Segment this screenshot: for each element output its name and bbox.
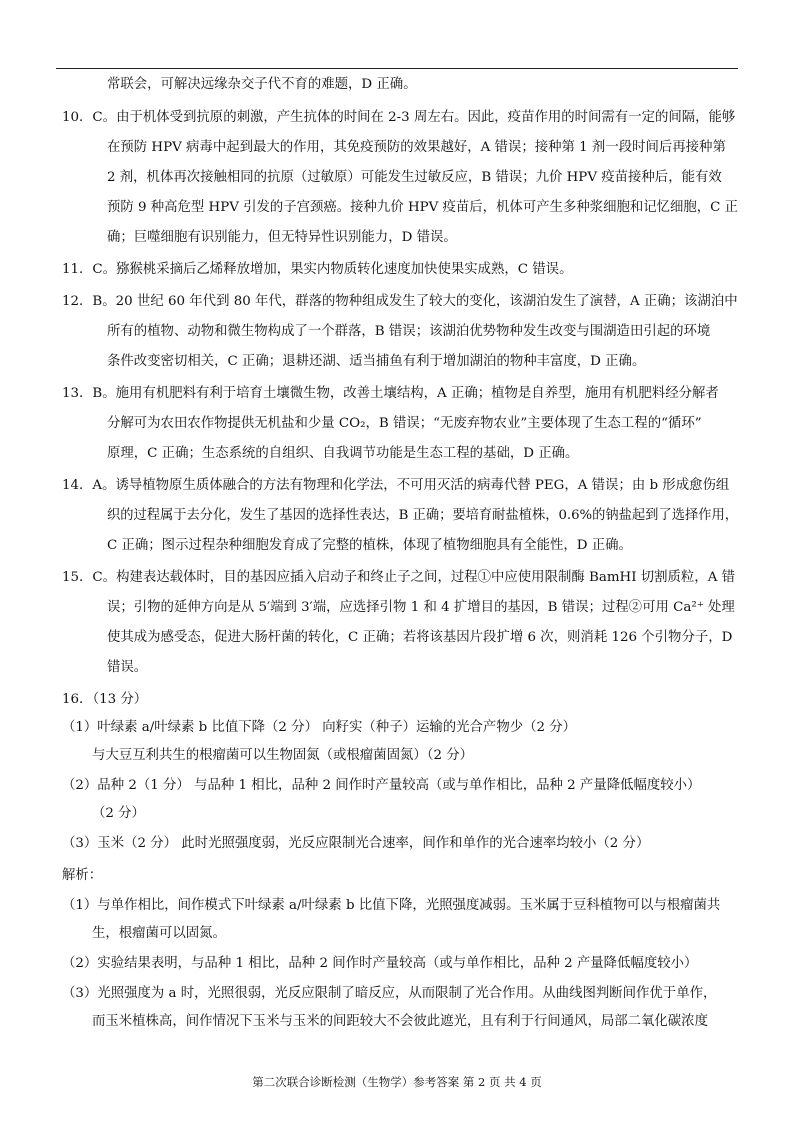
text-line: 2 剂，机体再次接触相同的抗原（过敏原）可能发生过敏反应，B 错误；九价 HPV 疫苗接种后，能有效 xyxy=(107,170,722,185)
text-line: 12．B。20 世纪 60 年代到 80 年代，群落的物种组成发生了较大的变化，该湖泊发生了演替，A 正确；该湖泊中 xyxy=(62,294,738,309)
text-line: （3）光照强度为 a 时，光照很弱，光反应限制了暗反应，从而限制了光合作用。从曲线图判断间作优于单作， xyxy=(62,986,717,1001)
text-line: 而玉米植株高，间作情况下玉米与玉米的间距较大不会彼此遮光，且有利于行间通风，局部二氧化碳浓度 xyxy=(92,1014,708,1029)
text-line: 所有的植物、动物和微生物构成了一个群落，B 错误；该湖泊优势物种发生改变与围湖造田引起的环境 xyxy=(107,324,711,339)
text-line: （3）玉米（2 分） 此时光照强度弱，光反应限制光合速率，间作和单作的光合速率均较小（2 分） xyxy=(62,836,650,851)
text-line: 条件改变密切相关，C 正确；退耕还湖、适当捕鱼有利于增加湖泊的物种丰富度，D 正确。 xyxy=(107,354,646,369)
text-line: 织的过程属于去分化，发生了基因的选择性表达，B 正确；要培育耐盐植株，0.6%的钠盐起到了选择作用， xyxy=(107,508,739,523)
text-line: 15．C。构建表达载体时，目的基因应插入启动子和终止子之间，过程①中应使用限制酶 BamHI 切割质粒，A 错 xyxy=(62,570,736,585)
text-line: 常联会，可解决远缘杂交子代不育的难题，D 正确。 xyxy=(107,77,417,92)
text-line: 11．C。猕猴桃采摘后乙烯释放增加，果实内物质转化速度加快使果实成熟，C 错误。 xyxy=(62,262,573,277)
text-line: 原理，C 正确；生态系统的自组织、自我调节功能是生态工程的基础，D 正确。 xyxy=(107,446,579,461)
text-line: 13．B。施用有机肥料有利于培育土壤微生物，改善土壤结构，A 正确；植物是自养型，施用有机肥料经分解者 xyxy=(62,386,719,401)
text-line: （2 分） xyxy=(92,806,145,821)
page-footer: 第二次联合诊断检测（生物学）参考答案 第 2 页 共 4 页 xyxy=(252,1075,542,1089)
text-line: 错误。 xyxy=(107,660,148,675)
text-line: 在预防 HPV 病毒中起到最大的作用，其免疫预防的效果越好，A 错误；接种第 1 剂一段时间后再接种第 xyxy=(107,140,726,155)
text-line: （1）与单作相比，间作模式下叶绿素 a/叶绿素 b 比值下降，光照强度减弱。玉米属于豆科植物可以与根瘤菌共 xyxy=(62,898,721,913)
text-line: 与大豆互利共生的根瘤菌可以生物固氮（或根瘤菌固氮）（2 分） xyxy=(92,748,474,763)
text-line: 误；引物的延伸方向是从 5′端到 3′端，应选择引物 1 和 4 扩增目的基因，B 错误；过程②可用 Ca²⁺ 处理 xyxy=(107,600,735,615)
text-line: 预防 9 种高危型 HPV 引发的子宫颈癌。接种九价 HPV 疫苗后，机体可产生多种浆细胞和记忆细胞，C 正 xyxy=(107,200,739,215)
text-line: 分解可为农田农作物提供无机盐和少量 CO₂，B 错误；“无废弃物农业”主要体现了生态工程的“循环” xyxy=(107,416,702,431)
text-line: （2）品种 2（1 分） 与品种 1 相比，品种 2 间作时产量较高（或与单作相比，品种 2 产量降低幅度较小） xyxy=(62,778,701,793)
text-line: 16．（13 分） xyxy=(62,692,148,707)
text-line: 解析： xyxy=(62,868,103,883)
text-line: （1）叶绿素 a/叶绿素 b 比值下降（2 分） 向籽实（种子）运输的光合产物少（2 分） xyxy=(62,720,577,735)
text-line: 使其成为感受态，促进大肠杆菌的转化，C 正确；若将该基因片段扩增 6 次，则消耗 126 个引物分子，D xyxy=(107,630,733,645)
text-line: 10．C。由于机体受到抗原的刺激，产生抗体的时间在 2-3 周左右。因此，疫苗作用的时间需有一定的间隔，能够 xyxy=(62,110,736,125)
text-line: C 正确；图示过程杂种细胞发育成了完整的植株，体现了植物细胞具有全能性，D 正确。 xyxy=(107,538,632,553)
text-line: 确；巨噬细胞有识别能力，但无特异性识别能力，D 错误。 xyxy=(107,230,457,245)
header-rule xyxy=(56,68,738,69)
text-line: 14．A。诱导植物原生质体融合的方法有物理和化学法，不可用灭活的病毒代替 PEG，A 错误；由 b 形成愈伤组 xyxy=(62,478,730,493)
text-line: 生，根瘤菌可以固氮。 xyxy=(92,926,226,941)
text-line: （2）实验结果表明，与品种 1 相比，品种 2 间作时产量较高（或与单作相比，品种 2 产量降低幅度较小） xyxy=(62,956,698,971)
